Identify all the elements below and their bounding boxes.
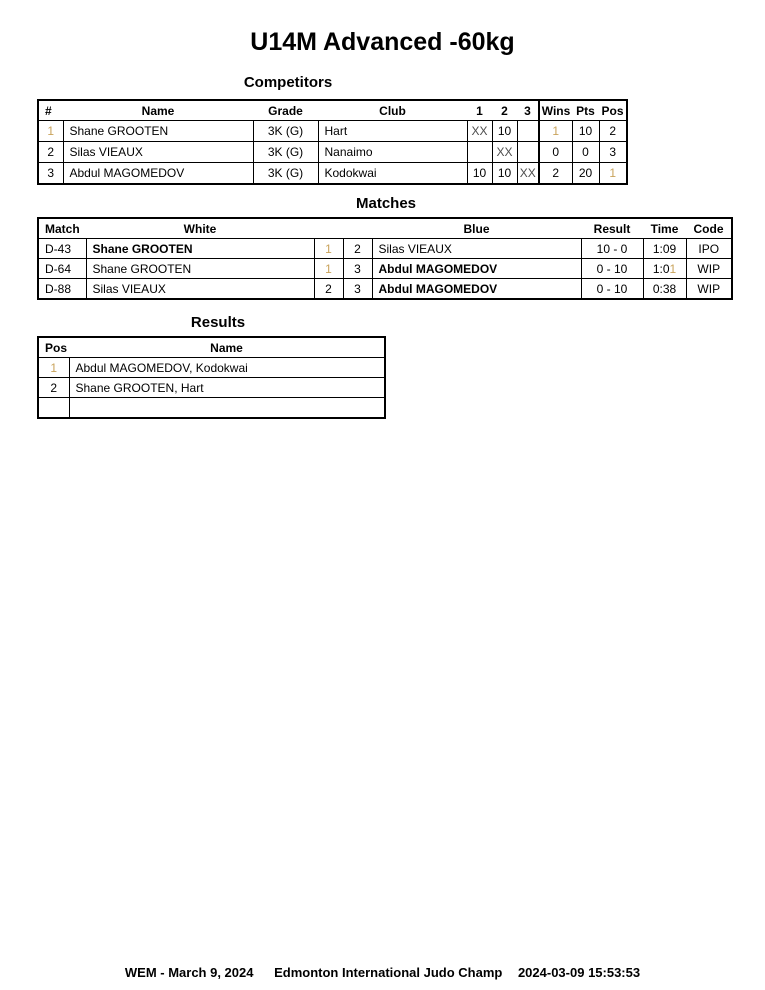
competitor-row xyxy=(39,121,626,142)
cell-blue-name: Abdul MAGOMEDOV xyxy=(372,259,581,279)
col-header-pts: Pts xyxy=(576,103,595,118)
cell-pos: 2 xyxy=(599,121,626,142)
cell-pts: 0 xyxy=(572,142,599,163)
cell-white-num: 1 xyxy=(314,259,343,279)
col-header-opp3: 3 xyxy=(524,103,531,118)
cell-blue-num: 3 xyxy=(343,259,372,279)
matches-header-row xyxy=(39,219,731,239)
cell-grade: 3K (G) xyxy=(253,163,318,184)
matches-table xyxy=(37,217,733,300)
cell-num: 2 xyxy=(39,142,63,163)
cell-name: Abdul MAGOMEDOV xyxy=(63,163,253,184)
col-header-time: Time xyxy=(650,221,679,236)
match-row xyxy=(39,259,731,279)
cell-name xyxy=(69,398,384,418)
match-row xyxy=(39,279,731,299)
col-header-result: Result xyxy=(593,221,631,236)
cell-pos: 1 xyxy=(599,163,626,184)
time-value: 0:38 xyxy=(652,281,677,296)
result-row xyxy=(39,398,384,418)
cell-opp2: 10 xyxy=(492,163,517,184)
competitor-row xyxy=(39,142,626,163)
cell-time xyxy=(643,279,686,299)
cell-name: Shane GROOTEN xyxy=(63,121,253,142)
competitors-header-row xyxy=(39,101,626,121)
results-table xyxy=(37,336,386,419)
footer-timestamp: 2024-03-09 15:53:53 xyxy=(517,965,641,980)
cell-blue-name: Abdul MAGOMEDOV xyxy=(372,279,581,299)
cell-result: 10 - 0 xyxy=(581,239,643,259)
col-header-blue-num xyxy=(343,219,372,239)
cell-white-name: Silas VIEAUX xyxy=(86,279,314,299)
cell-result: 0 - 10 xyxy=(581,279,643,299)
cell-white-num: 2 xyxy=(314,279,343,299)
time-gold-digit: 1 xyxy=(669,261,677,276)
cell-wins: 2 xyxy=(539,163,572,184)
cell-opp3: XX xyxy=(517,163,539,184)
col-header-opp1: 1 xyxy=(476,103,483,118)
col-header-name: Name xyxy=(210,340,243,355)
time-value: 1:0 xyxy=(652,261,670,276)
cell-name: Shane GROOTEN, Hart xyxy=(69,378,384,398)
results-caption: Results xyxy=(190,314,246,331)
page-footer xyxy=(0,965,765,980)
col-header-pos: Pos xyxy=(45,340,68,355)
cell-pos xyxy=(39,398,69,418)
cell-wins: 1 xyxy=(539,121,572,142)
cell-match-id: D-64 xyxy=(39,259,86,279)
cell-grade: 3K (G) xyxy=(253,121,318,142)
cell-pos: 2 xyxy=(39,378,69,398)
col-header-blue: Blue xyxy=(463,221,490,236)
cell-code: WIP xyxy=(686,279,731,299)
col-header-name: Name xyxy=(141,103,175,118)
cell-pos: 1 xyxy=(39,358,69,378)
cell-opp1: XX xyxy=(467,121,492,142)
cell-blue-num: 2 xyxy=(343,239,372,259)
cell-opp1: 10 xyxy=(467,163,492,184)
cell-num: 1 xyxy=(39,121,63,142)
col-header-match: Match xyxy=(45,221,80,236)
cell-blue-name: Silas VIEAUX xyxy=(372,239,581,259)
cell-num: 3 xyxy=(39,163,63,184)
col-header-white-num xyxy=(314,219,343,239)
matches-caption: Matches xyxy=(355,195,417,212)
cell-name: Abdul MAGOMEDOV, Kodokwai xyxy=(69,358,384,378)
cell-white-name: Shane GROOTEN xyxy=(86,259,314,279)
cell-match-id: D-43 xyxy=(39,239,86,259)
results-header-row xyxy=(39,338,384,358)
cell-result: 0 - 10 xyxy=(581,259,643,279)
col-header-grade: Grade xyxy=(268,103,303,118)
footer-event-name: Edmonton International Judo Champ xyxy=(274,965,503,980)
cell-code: WIP xyxy=(686,259,731,279)
col-header-club: Club xyxy=(379,103,406,118)
match-row xyxy=(39,239,731,259)
cell-grade: 3K (G) xyxy=(253,142,318,163)
cell-opp1 xyxy=(467,142,492,163)
page-title: U14M Advanced -60kg xyxy=(250,28,515,56)
col-header-opp2: 2 xyxy=(501,103,508,118)
cell-code: IPO xyxy=(686,239,731,259)
cell-opp3 xyxy=(517,142,539,163)
cell-club: Kodokwai xyxy=(318,163,467,184)
col-header-code: Code xyxy=(693,221,724,236)
col-header-pos: Pos xyxy=(601,103,624,118)
cell-white-num: 1 xyxy=(314,239,343,259)
result-row xyxy=(39,358,384,378)
competitors-table xyxy=(37,99,628,185)
cell-blue-num: 3 xyxy=(343,279,372,299)
competitor-row xyxy=(39,163,626,184)
cell-pts: 10 xyxy=(572,121,599,142)
cell-time xyxy=(643,239,686,259)
cell-opp3 xyxy=(517,121,539,142)
cell-pts: 20 xyxy=(572,163,599,184)
col-header-wins: Wins xyxy=(539,101,572,121)
cell-name: Silas VIEAUX xyxy=(63,142,253,163)
footer-event-date: WEM - March 9, 2024 xyxy=(124,965,254,980)
cell-opp2: 10 xyxy=(492,121,517,142)
cell-opp2: XX xyxy=(492,142,517,163)
col-header-num: # xyxy=(45,103,52,118)
cell-match-id: D-88 xyxy=(39,279,86,299)
col-header-white: White xyxy=(183,221,217,236)
result-row xyxy=(39,378,384,398)
competitors-caption: Competitors xyxy=(243,74,333,91)
cell-white-name: Shane GROOTEN xyxy=(86,239,314,259)
time-value: 1:09 xyxy=(652,241,677,256)
cell-wins: 0 xyxy=(539,142,572,163)
cell-club: Hart xyxy=(318,121,467,142)
cell-club: Nanaimo xyxy=(318,142,467,163)
cell-time xyxy=(643,259,686,279)
cell-pos: 3 xyxy=(599,142,626,163)
